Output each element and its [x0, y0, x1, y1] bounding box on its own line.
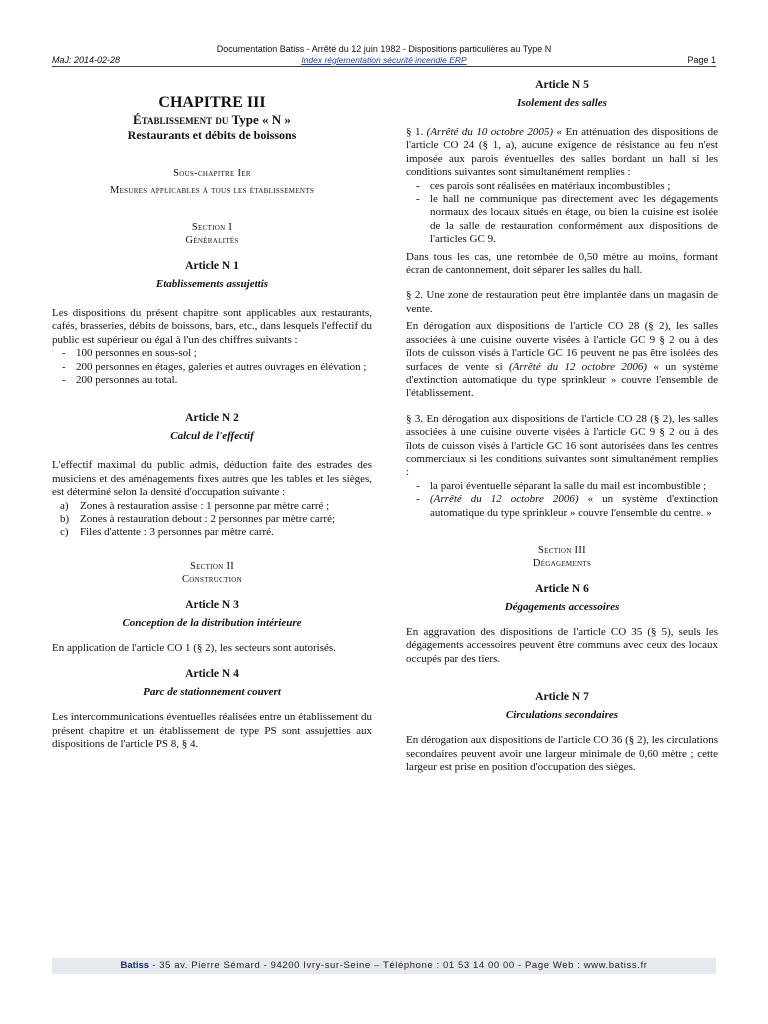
article-paragraph: § 2. Une zone de restauration peut être implantée dans un magasin de vente. [406, 289, 718, 315]
list-item: - ces parois sont réalisées en matériaux incombustibles ; [416, 180, 718, 193]
list-item: - la paroi éventuelle séparant la salle du mail est incombustible ; [416, 480, 718, 493]
article-paragraph: En dérogation aux dispositions de l'article CO 36 (§ 2), les circulations secondaires peuvent avoir une largeur minimale de 0,60 mètre ; cette largeur est prise en position d'occupation des sièges. [406, 734, 718, 773]
article-subtitle: Etablissements assujettis [155, 278, 269, 290]
list-item-text: « un système d'extinction automatique du type sprinkleur » couvre l'ensemble du centre. » [430, 493, 718, 519]
chapter-title: CHAPITRE III [158, 94, 266, 111]
article-subtitle: Circulations secondaires [505, 709, 619, 722]
page-footer [52, 958, 716, 974]
article-paragraph: Les intercommunications éventuelles réalisées entre un établissement du présent chapitre et un établissement de type PS sont assujetties aux dispositions de l'article PS 8, § 4. [52, 711, 372, 751]
article-list [52, 347, 372, 387]
list-item: - le hall ne communique pas directement avec les dégagements normaux des locaux situés en étage, ou bien la cuisine est isolée de la salle de restauration conformément aux dispositions de l'articles GC 9. [416, 193, 718, 247]
article-title: Article N 4 [185, 668, 239, 681]
list-item [60, 500, 372, 513]
article-title: Article N 7 [535, 691, 589, 704]
article-subtitle: Calcul de l'effectif [170, 430, 254, 443]
list-item-text: Zones à restauration debout : 2 personnes par mètre carré; [80, 513, 336, 526]
article-paragraph: Les dispositions du présent chapitre sont applicables aux restaurants, cafés, brasseries, débits de boissons, bars, etc., dans lesquels l'effectif du public est supérieur ou égal à l'un des chiffres suivants : [52, 307, 372, 346]
update-date: MaJ: 2014-02-28 [52, 55, 121, 65]
amendment-reference: (Arrêté du 10 octobre 2005) [426, 126, 554, 138]
list-item: - 200 personnes au total. [62, 374, 372, 387]
chapter-subtitle-post: « N » [258, 112, 291, 127]
list-item [416, 493, 718, 520]
subchapter-title: Mesures applicables à tous les établissements [109, 185, 315, 196]
right-column [406, 78, 718, 774]
article-subtitle: Isolement des salles [517, 97, 607, 109]
article-paragraph: L'effectif maximal du public admis, déduction faite des estrades des musiciens et des aménagements fixes autres que les tables et les sièges, est déterminé selon la densité d'occupation suivante : [52, 459, 372, 499]
document-header-title: Documentation Batiss - Arrêté du 12 juin 1982 - Dispositions particulières au Type N [216, 44, 552, 54]
article-subtitle: Conception de la distribution intérieure [122, 616, 302, 629]
index-link[interactable]: Index réglementation sécurité incendie ERP [301, 55, 467, 65]
article-title: Article N 1 [185, 260, 239, 272]
list-item-text: Zones à restauration assise : 1 personne par mètre carré ; [80, 499, 330, 512]
paragraph-text: En dérogation aux dispositions de l'article CO 28 (§ 2), les salles associées à une cuisine ouverte visées à l'article GC 9 § 2 ou à des îlots de cuisson visés à l'article GC 16 peuvent ne pas être isolées des surfaces de vente si [406, 320, 718, 373]
amendment-reference: (Arrêté du 12 octobre 2006) [508, 360, 648, 373]
article-title: Article N 3 [185, 598, 239, 611]
article-list [406, 480, 718, 520]
paragraph-text: « un système d'extinction automatique du type sprinkleur » couvre l'ensemble de l'établissement. [406, 360, 719, 400]
article-title: Article N 6 [535, 582, 589, 595]
article-paragraph [406, 320, 718, 400]
section-title: Généralités [185, 235, 239, 246]
article-paragraph: En aggravation des dispositions de l'article CO 35 (§ 5), seuls les dégagements accessoires peuvent être communs avec ceux des locaux occupés par des tiers. [406, 625, 718, 665]
article-paragraph: Dans tous les cas, une retombée de 0,50 mètre au moins, formant écran de cantonnement, doit séparer les salles du hall. [406, 250, 718, 277]
list-item [60, 513, 372, 526]
chapter-subtitle-type: Type [231, 112, 259, 127]
article-title: Article N 2 [185, 412, 239, 425]
list-item-text: Files d'attente : 3 personnes par mètre carré. [80, 526, 274, 539]
page-number: Page 1 [687, 55, 716, 65]
list-item-label: c) [60, 526, 69, 539]
amendment-reference: (Arrêté du 12 octobre 2006) [430, 493, 579, 506]
paragraph-text: « En atténuation des dispositions de l'article CO 24 (§ 1, a), aucune exigence de résistance au feu n'est imposée aux parois éventuelles des salles bordant un hall si les conditions suivantes sont simultanément remplies : [406, 126, 719, 179]
section-title: Construction [182, 573, 242, 585]
article-paragraph: En application de l'article CO 1 (§ 2), les secteurs sont autorisés. [52, 641, 336, 654]
subchapter-heading: Sous-chapitre Ier [173, 168, 251, 179]
list-item: - 200 personnes en étages, galeries et autres ouvrages en élévation ; [62, 361, 372, 374]
section-title: Dégagements [532, 557, 592, 569]
section-heading: Section II [189, 560, 235, 572]
list-item-label: a) [60, 499, 69, 512]
section-heading: Section I [191, 222, 233, 233]
left-column [52, 78, 372, 752]
header-divider [52, 66, 716, 67]
section-heading: Section III [538, 544, 586, 556]
article-paragraph [406, 126, 718, 180]
brand-logo: Batiss [120, 960, 150, 971]
paragraph-text: § 1. [406, 126, 427, 138]
article-list [406, 180, 718, 247]
article-title: Article N 5 [535, 79, 589, 91]
article-list [52, 500, 372, 540]
chapter-subtitle [52, 112, 372, 128]
article-subtitle: Parc de stationnement couvert [143, 686, 281, 699]
article-paragraph: § 3. En dérogation aux dispositions de l'article CO 28 (§ 2), les salles associées à une cuisine ouverte visées à l'article GC 9 § 2 ou à des îlots de cuisson visés à l'article GC 16 sont autorisées dans les centres commerciaux si les conditions suivantes sont simultanément remplies : [406, 412, 718, 479]
article-subtitle: Dégagements accessoires [504, 600, 620, 613]
chapter-subtitle-pre: Établissement du [133, 112, 232, 127]
footer-contact: - 35 av. Pierre Sémard - 94200 Ivry-sur-Seine – Téléphone : 01 53 14 00 00 - Page Web : www.batiss.fr [149, 960, 648, 971]
list-item-label: b) [60, 513, 70, 526]
list-item [60, 526, 372, 539]
list-item: - 100 personnes en sous-sol ; [62, 347, 372, 360]
chapter-subtitle-2: Restaurants et débits de boissons [127, 128, 297, 142]
